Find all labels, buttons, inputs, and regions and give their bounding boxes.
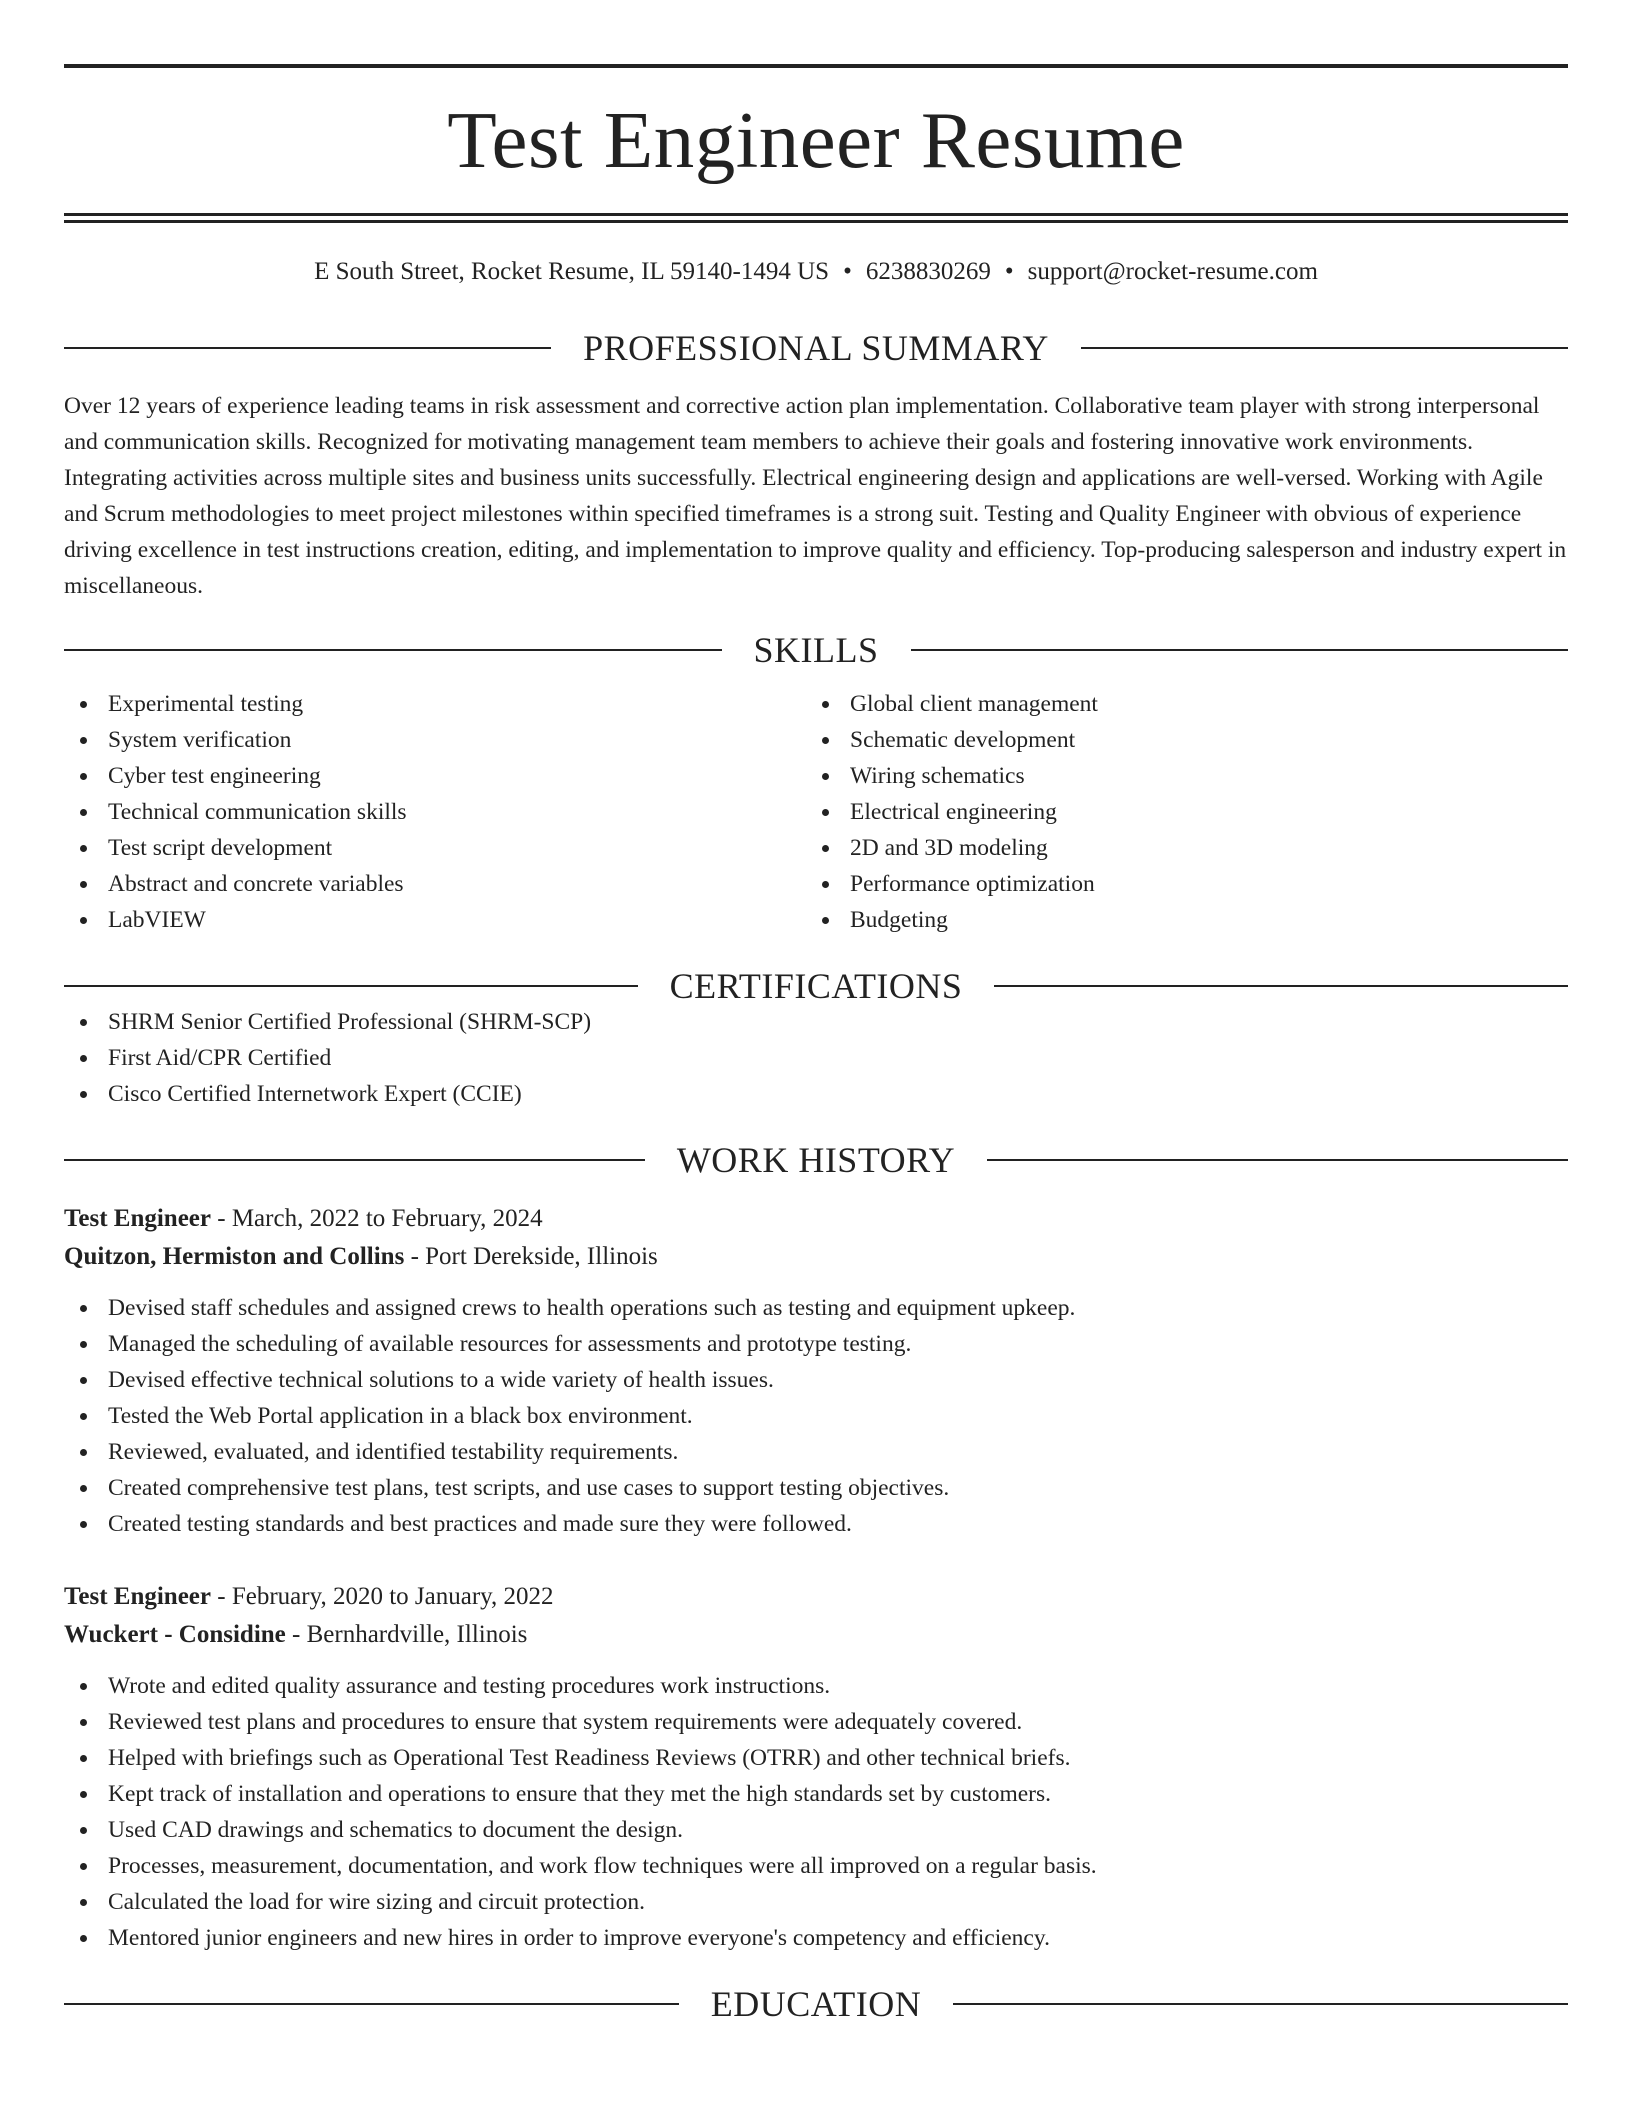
section-heading-education bbox=[64, 1986, 1568, 2022]
skills-column-right bbox=[806, 686, 1548, 938]
skills-column-left bbox=[64, 686, 806, 938]
job-company: Quitzon, Hermiston and Collins bbox=[64, 1243, 405, 1270]
job-location: - Port Derekside, Illinois bbox=[404, 1243, 658, 1270]
job-bullet: Reviewed, evaluated, and identified testability requirements. bbox=[64, 1434, 1568, 1470]
heading-rule bbox=[64, 2003, 679, 2005]
section-title: CERTIFICATIONS bbox=[669, 966, 963, 1006]
skills-right-list bbox=[806, 686, 1548, 938]
job-title: Test Engineer bbox=[64, 1583, 211, 1610]
job-bullet: Tested the Web Portal application in a black box environment. bbox=[64, 1398, 1568, 1434]
job-entry bbox=[64, 1200, 1568, 1542]
skill-item: Test script development bbox=[64, 830, 806, 866]
top-rule bbox=[64, 64, 1568, 68]
job-title-line bbox=[64, 1200, 1568, 1238]
job-company: Wuckert - Considine bbox=[64, 1621, 286, 1648]
job-bullet: Kept track of installation and operations to ensure that they met the high standards set by customers. bbox=[64, 1776, 1568, 1812]
skill-item: System verification bbox=[64, 722, 806, 758]
job-bullet: Used CAD drawings and schematics to document the design. bbox=[64, 1812, 1568, 1848]
skill-item: Budgeting bbox=[806, 902, 1548, 938]
job-dates: - March, 2022 to February, 2024 bbox=[211, 1205, 543, 1232]
heading-rule bbox=[994, 985, 1568, 987]
section-heading-certifications bbox=[64, 968, 1568, 1004]
job-bullet: Processes, measurement, documentation, and work flow techniques were all improved on a regular basis. bbox=[64, 1848, 1568, 1884]
job-bullet: Devised effective technical solutions to a wide variety of health issues. bbox=[64, 1362, 1568, 1398]
job-company-line bbox=[64, 1616, 1568, 1654]
skill-item: Cyber test engineering bbox=[64, 758, 806, 794]
certification-item: SHRM Senior Certified Professional (SHRM-SCP) bbox=[64, 1004, 1568, 1040]
skill-item: Schematic development bbox=[806, 722, 1548, 758]
skill-item: Experimental testing bbox=[64, 686, 806, 722]
page-title: Test Engineer Resume bbox=[447, 95, 1185, 185]
job-title-line bbox=[64, 1578, 1568, 1616]
heading-rule bbox=[64, 985, 638, 987]
job-bullet: Calculated the load for wire sizing and circuit protection. bbox=[64, 1884, 1568, 1920]
heading-rule bbox=[987, 1159, 1568, 1161]
job-bullets bbox=[64, 1290, 1568, 1542]
skill-item: 2D and 3D modeling bbox=[806, 830, 1548, 866]
skills-list bbox=[64, 686, 1568, 938]
job-bullet: Created testing standards and best practices and made sure they were followed. bbox=[64, 1506, 1568, 1542]
section-title: SKILLS bbox=[753, 630, 879, 670]
job-bullet: Reviewed test plans and procedures to ensure that system requirements were adequately covered. bbox=[64, 1704, 1568, 1740]
certifications-list bbox=[64, 1004, 1568, 1112]
heading-rule bbox=[911, 649, 1569, 651]
title-double-rule bbox=[64, 213, 1568, 223]
job-bullets bbox=[64, 1668, 1568, 1956]
job-company-line bbox=[64, 1238, 1568, 1276]
summary-text: Over 12 years of experience leading teams in risk assessment and corrective action plan implementation. Collaborative team player with strong interpersonal and communication skills. Recognized for motivating management team members to achieve their goals and fostering innovative work environments. Integrating activities across multiple sites and business units successfully. Electrical engineering design and applications are well-versed. Working with Agile and Scrum methodologies to meet project milestones within specified timeframes is a strong suit. Testing and Quality Engineer with obvious of experience driving excellence in test instructions creation, editing, and implementation to improve quality and efficiency. Top-producing salesperson and industry expert in miscellaneous. bbox=[64, 393, 1567, 599]
contact-email: support@rocket-resume.com bbox=[1027, 258, 1318, 285]
heading-rule bbox=[1081, 347, 1568, 349]
skill-item: Wiring schematics bbox=[806, 758, 1548, 794]
heading-rule bbox=[64, 1159, 645, 1161]
job-bullet: Created comprehensive test plans, test scripts, and use cases to support testing objectives. bbox=[64, 1470, 1568, 1506]
job-bullet: Helped with briefings such as Operational Test Readiness Reviews (OTRR) and other technical briefs. bbox=[64, 1740, 1568, 1776]
heading-rule bbox=[64, 347, 551, 349]
certification-item: First Aid/CPR Certified bbox=[64, 1040, 1568, 1076]
job-location: - Bernhardville, Illinois bbox=[285, 1621, 528, 1648]
job-bullet: Devised staff schedules and assigned crews to health operations such as testing and equipment upkeep. bbox=[64, 1290, 1568, 1326]
job-bullet: Mentored junior engineers and new hires in order to improve everyone's competency and efficiency. bbox=[64, 1920, 1568, 1956]
contact-separator: • bbox=[843, 258, 852, 285]
resume-page bbox=[64, 64, 1568, 2022]
job-title: Test Engineer bbox=[64, 1205, 211, 1232]
skill-item: Technical communication skills bbox=[64, 794, 806, 830]
skill-item: Performance optimization bbox=[806, 866, 1548, 902]
contact-separator: • bbox=[1004, 258, 1014, 285]
heading-rule bbox=[64, 649, 722, 651]
skill-item: LabVIEW bbox=[64, 902, 806, 938]
skill-item: Abstract and concrete variables bbox=[64, 866, 806, 902]
certification-item: Cisco Certified Internetwork Expert (CCIE) bbox=[64, 1076, 1568, 1112]
section-title: PROFESSIONAL SUMMARY bbox=[583, 328, 1049, 368]
job-bullet: Wrote and edited quality assurance and testing procedures work instructions. bbox=[64, 1668, 1568, 1704]
skill-item: Electrical engineering bbox=[806, 794, 1548, 830]
section-title: WORK HISTORY bbox=[676, 1140, 956, 1180]
contact-line bbox=[64, 259, 1568, 284]
section-heading-summary bbox=[64, 330, 1568, 366]
section-title: EDUCATION bbox=[710, 1984, 922, 2024]
job-bullet: Managed the scheduling of available resources for assessments and prototype testing. bbox=[64, 1326, 1568, 1362]
heading-rule bbox=[953, 2003, 1568, 2005]
job-dates: - February, 2020 to January, 2022 bbox=[211, 1583, 554, 1610]
job-entry bbox=[64, 1578, 1568, 1956]
skills-left-list bbox=[64, 686, 806, 938]
skill-item: Global client management bbox=[806, 686, 1548, 722]
section-heading-work-history bbox=[64, 1142, 1568, 1178]
contact-phone: 6238830269 bbox=[865, 258, 991, 285]
section-heading-skills bbox=[64, 632, 1568, 668]
contact-address: E South Street, Rocket Resume, IL 59140-1494 US bbox=[314, 258, 830, 285]
